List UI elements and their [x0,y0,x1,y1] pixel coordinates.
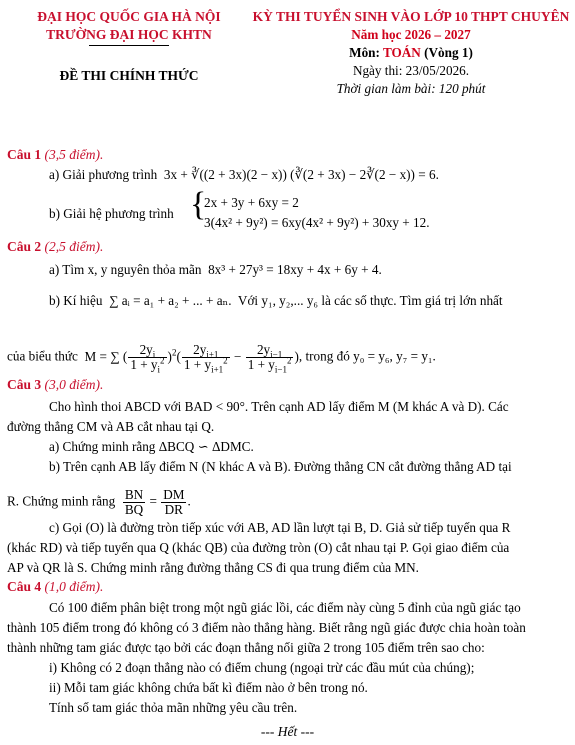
question-2b: b) Kí hiệu ∑ aᵢ = a₁ + a₂ + ... + aₙ. Với y₁, y₂,... y₆ là các số thực. Tìm giá trị lớn nhất [49,293,503,308]
question-3-heading: Câu 3 (3,0 điểm). [7,377,104,392]
question-1a: a) Giải phương trình 3x + ∛((2 + 3x)(2 − x)) (∛(2 + 3x) − 2∛(2 − x)) = 6. [49,167,439,182]
system-brace: { [190,186,207,223]
sum-notation: ∑ aᵢ = a₁ + a₂ + ... + aₙ. [109,293,232,308]
header-left [14,8,244,84]
question-4-line-3: thành những tam giác được tạo bởi các đoạn thẳng nối giữa 2 trong 105 điểm trên sao cho: [7,640,485,655]
condition-i: i) Không có 2 đoạn thẳng nào có điểm chung (ngoại trừ các đầu mút của chúng); [49,660,475,675]
expression-M: M = ∑ ( $\frac{2y_i}{1 + y_i^2}$ )$^2$( $\frac{2y_{i+1}}{1 + y_{i+1}^2}$ − $\frac{2y_{i-1}}{1 + y_{i-1}^2}$ ) [84,342,299,375]
question-1b-eq1: 2x + 3y + 6xy = 2 [204,195,299,210]
question-2a-equation: 8x³ + 27y³ = 18xy + 4x + 6y + 4. [208,262,382,277]
question-2a: a) Tìm x, y nguyên thỏa mãn 8x³ + 27y³ = 18xy + 4x + 6y + 4. [49,262,382,277]
question-1b-eq2: 3(4x² + 9y²) = 6xy(4x² + 9y²) + 30xy + 12. [204,215,430,230]
school-name: TRƯỜNG ĐẠI HỌC KHTN [46,27,212,42]
subject-name: TOÁN [382,45,421,60]
question-1a-equation: 3x + ∛((2 + 3x)(2 − x)) (∛(2 + 3x) − 2∛(2 − x)) = 6. [163,167,439,182]
question-3c-line-3: AP và QR là S. Chứng minh rằng đường thẳng CS đi qua trung điểm của MN. [7,560,419,575]
question-4-line-2: thành 105 điểm trong đó không có 3 điểm nào thẳng hàng. Biết rằng ngũ giác được chia hoàn toàn [7,620,526,635]
question-3b-line-2: R. Chứng minh rằng $\frac{BN}{BQ}$ = $\frac{DM}{DR}$ . [7,487,191,517]
subject-line: Môn: TOÁN (Vòng 1) [349,45,473,60]
university-name: ĐẠI HỌC QUỐC GIA HÀ NỘI [37,9,221,24]
end-marker: --- Hết --- [260,724,315,739]
question-3c-line-2: (khác RD) và tiếp tuyến qua Q (khác QB) của đường tròn (O) cắt nhau tại P. Gọi giao điểm của [7,540,510,555]
exam-duration: Thời gian làm bài: 120 phút [336,81,486,96]
school-year: Năm học 2026 – 2027 [351,27,471,42]
question-3-intro-2: đường thẳng CM và AB cắt nhau tại Q. [7,419,215,434]
question-4-heading: Câu 4 (1,0 điểm). [7,579,104,594]
question-1b-label: b) Giải hệ phương trình [49,206,174,221]
official-exam-label: ĐỀ THI CHÍNH THỨC [59,68,199,83]
question-3b-line-1: b) Trên cạnh AB lấy điểm N (N khác A và B). Đường thẳng CN cắt đường thẳng AD tại [49,459,512,474]
question-2-heading: Câu 2 (2,5 điểm). [7,239,104,254]
question-3-intro-1: Cho hình thoi ABCD với BAD < 90°. Trên cạnh AD lấy điểm M (M khác A và D). Các [49,399,509,414]
question-3c-line-1: c) Gọi (O) là đường tròn tiếp xúc với AB, AD lần lượt tại B, D. Giả sử tiếp tuyến qua R [49,520,511,535]
question-2b-expression: của biểu thức M = ∑ ( $\frac{2y_i}{1 + y_i^2}$ )$^2$( $\frac{2y_{i+1}}{1 + y_{i+1}^2}$ − $\frac{2y_{i-1}}{1 + y_{i-1}^2}$ ), trong đó y₀ = y₆, y₇ = y₁. [7,342,436,375]
header-right [250,8,572,98]
question-4-line-1: Có 100 điểm phân biệt trong một ngũ giác lồi, các điểm này cùng 5 đỉnh của ngũ giác tạo [49,600,521,615]
condition-ii: ii) Mỗi tam giác không chứa bất kì điểm nào ở bên trong nó. [49,680,368,695]
question-4-task: Tính số tam giác thỏa mãn những yêu cầu trên. [49,700,298,715]
header-rule [89,45,169,46]
question-3a: a) Chứng minh rằng ΔBCQ ∽ ΔDMC. [49,439,254,454]
exam-date: Ngày thi: 23/05/2026. [352,63,470,78]
exam-title: KỲ THI TUYỂN SINH VÀO LỚP 10 THPT CHUYÊN [252,9,570,24]
question-1-heading: Câu 1 (3,5 điểm). [7,147,104,162]
